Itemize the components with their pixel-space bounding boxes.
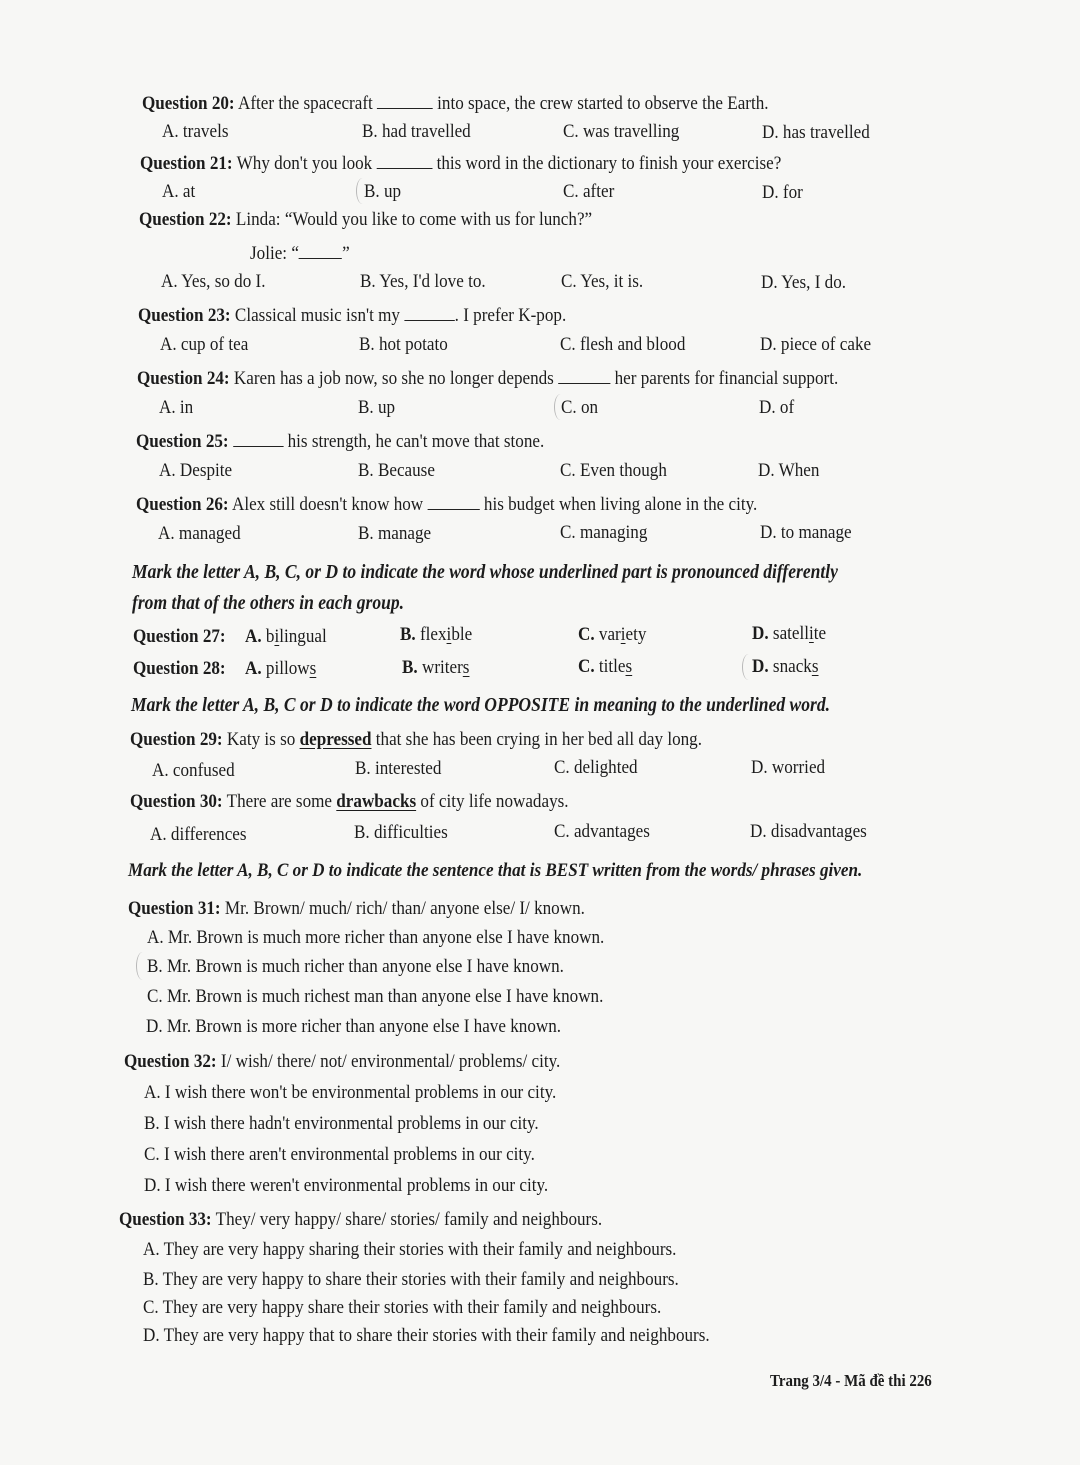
option-a: A. in [159, 397, 194, 418]
option-a: A. managed [158, 523, 241, 544]
option-b: B. had travelled [362, 121, 471, 142]
question-27 [133, 625, 226, 649]
question-29 [130, 728, 702, 752]
question-20 [142, 92, 769, 116]
section-instruction-opposite: Mark the letter A, B, C or D to indicate the word OPPOSITE in meaning to the underlined word. [131, 695, 831, 716]
option-a: A. pillows [245, 658, 317, 679]
question-26 [136, 493, 757, 517]
option-b: B. writers [402, 657, 470, 678]
question-text-after: . I prefer K-pop. [454, 305, 567, 326]
option-d: D. has travelled [762, 122, 870, 143]
option-c: C. titles [578, 656, 633, 677]
question-label: Question 33: [119, 1209, 212, 1230]
option-a: A. differences [150, 824, 247, 845]
option-c: C. flesh and blood [560, 334, 686, 355]
question-label: Question 21: [140, 153, 233, 174]
option-c: C. I wish there aren't environmental problems in our city. [144, 1144, 535, 1165]
option-c: C. was travelling [563, 121, 680, 142]
question-text-before: After the spacecraft [237, 93, 373, 114]
question-label: Question 24: [137, 368, 230, 389]
option-c: C. variety [578, 624, 647, 645]
option-d: D. of [759, 397, 795, 418]
option-b: B. Because [358, 460, 435, 481]
option-d: D. to manage [760, 522, 852, 543]
option-b: B. Mr. Brown is much richer than anyone else I have known. [147, 956, 564, 977]
question-23 [138, 304, 566, 328]
underlined-word: depressed [299, 729, 372, 750]
option-b: B. interested [355, 758, 442, 779]
question-text-before: Classical music isn't my [234, 305, 400, 326]
question-25 [136, 430, 544, 454]
option-b: B. up [358, 397, 396, 418]
option-c: C. They are very happy share their stories with their family and neighbours. [143, 1297, 662, 1318]
option-d: D. I wish there weren't environmental problems in our city. [144, 1175, 549, 1196]
question-33 [119, 1208, 602, 1232]
option-c: C. after [563, 181, 615, 202]
option-c: C. delighted [554, 757, 638, 778]
section-instruction-sentence: Mark the letter A, B, C or D to indicate the sentence that is BEST written from the words/ phrases given. [128, 860, 863, 881]
option-a: A. I wish there won't be environmental problems in our city. [144, 1082, 557, 1103]
question-text-before: Karen has a job now, so she no longer depends [233, 368, 554, 389]
answer-blank [377, 94, 433, 109]
question-text-after: his strength, he can't move that stone. [287, 431, 545, 452]
page-footer: Trang 3/4 - Mã đề thi 226 [770, 1371, 932, 1390]
question-text-after: his budget when living alone in the city. [483, 494, 758, 515]
question-32 [124, 1050, 560, 1074]
option-c: C. Even though [560, 460, 667, 481]
question-label: Question 20: [142, 93, 235, 114]
pen-mark [136, 952, 149, 980]
option-b: B. hot potato [359, 334, 448, 355]
underlined-part: i [809, 623, 814, 644]
question-label: Question 28: [133, 658, 226, 679]
option-b: B. up [364, 181, 402, 202]
answer-blank [427, 495, 479, 510]
option-c: C. Mr. Brown is much richest man than anyone else I have known. [147, 986, 604, 1007]
question-label: Question 27: [133, 626, 226, 647]
dialogue-reply [250, 242, 350, 266]
option-a: A. bilingual [245, 626, 327, 647]
question-label: Question 29: [130, 729, 223, 750]
option-a: A. at [162, 181, 196, 202]
option-d: D. They are very happy that to share their stories with their family and neighbours. [143, 1325, 710, 1346]
question-text-after: that she has been crying in her bed all day long. [375, 729, 703, 750]
question-text-before: There are some [226, 791, 333, 812]
option-d: D. snacks [752, 656, 819, 677]
option-c: C. on [561, 397, 599, 418]
question-text-after: her parents for financial support. [614, 368, 839, 389]
option-b: B. Yes, I'd love to. [360, 271, 486, 292]
question-22 [139, 208, 592, 232]
underlined-word: drawbacks [336, 791, 417, 812]
option-d: D. worried [751, 757, 826, 778]
option-c: C. advantages [554, 821, 650, 842]
question-label: Question 31: [128, 898, 221, 919]
option-a: A. confused [152, 760, 235, 781]
option-c: C. managing [560, 522, 648, 543]
question-label: Question 30: [130, 791, 223, 812]
option-d: D. Mr. Brown is more richer than anyone else I have known. [146, 1016, 562, 1037]
question-text-after: this word in the dictionary to finish your exercise? [436, 153, 782, 174]
option-a: A. They are very happy sharing their stories with their family and neighbours. [143, 1239, 677, 1260]
pen-mark [356, 178, 369, 204]
question-text-before: Alex still doesn't know how [231, 494, 424, 515]
reply-prefix: Jolie: “ [250, 243, 299, 264]
answer-blank [233, 432, 283, 447]
option-d: D. piece of cake [760, 334, 872, 355]
question-text-before: Katy is so [226, 729, 296, 750]
question-text-after: of city life nowadays. [420, 791, 569, 812]
section-instruction-pronunciation: Mark the letter A, B, C, or D to indicate the word whose underlined part is pronounced differently [132, 562, 838, 583]
option-a: A. travels [162, 121, 229, 142]
pen-mark [554, 394, 567, 420]
question-label: Question 22: [139, 209, 232, 230]
option-d: D. for [762, 182, 803, 203]
question-text-after: into space, the crew started to observe the Earth. [437, 93, 769, 114]
underlined-part: i [446, 624, 452, 645]
answer-blank [377, 154, 433, 169]
option-a: A. Mr. Brown is much more richer than anyone else I have known. [147, 927, 605, 948]
pen-mark [742, 654, 755, 680]
underlined-part: s [811, 656, 819, 677]
option-b: B. manage [358, 523, 432, 544]
question-text: Linda: “Would you like to come with us for lunch?” [235, 209, 593, 230]
question-prompt: Mr. Brown/ much/ rich/ than/ anyone else/ I/ known. [224, 898, 585, 919]
option-d: D. satellite [752, 623, 827, 644]
question-label: Question 32: [124, 1051, 217, 1072]
answer-blank [299, 244, 342, 259]
underlined-part: i [620, 624, 626, 645]
option-b: B. difficulties [354, 822, 448, 843]
underlined-part: s [309, 658, 317, 679]
option-a: A. Despite [159, 460, 233, 481]
question-prompt: They/ very happy/ share/ stories/ family and neighbours. [215, 1209, 603, 1230]
option-b: B. flexible [400, 624, 473, 645]
section-instruction-pronunciation-cont: from that of the others in each group. [132, 593, 405, 614]
option-b: B. I wish there hadn't environmental problems in our city. [144, 1113, 539, 1134]
option-a: A. Yes, so do I. [161, 271, 266, 292]
option-d: D. When [758, 460, 820, 481]
option-d: D. disadvantages [750, 821, 867, 842]
answer-blank [558, 369, 610, 384]
question-label: Question 23: [138, 305, 231, 326]
question-28 [133, 657, 226, 681]
question-30 [130, 790, 569, 814]
question-prompt: I/ wish/ there/ not/ environmental/ problems/ city. [220, 1051, 561, 1072]
question-31 [128, 897, 585, 921]
underlined-part: s [625, 656, 633, 677]
reply-suffix: ” [342, 243, 350, 264]
question-label: Question 26: [136, 494, 229, 515]
option-b: B. They are very happy to share their stories with their family and neighbours. [143, 1269, 679, 1290]
question-21 [140, 152, 781, 176]
option-a: A. cup of tea [160, 334, 249, 355]
answer-blank [404, 306, 454, 321]
underlined-part: s [462, 657, 470, 678]
underlined-part: i [274, 626, 280, 647]
question-24 [137, 367, 838, 391]
question-text-before: Why don't you look [236, 153, 373, 174]
option-d: D. Yes, I do. [761, 272, 847, 293]
question-label: Question 25: [136, 431, 229, 452]
option-c: C. Yes, it is. [561, 271, 644, 292]
